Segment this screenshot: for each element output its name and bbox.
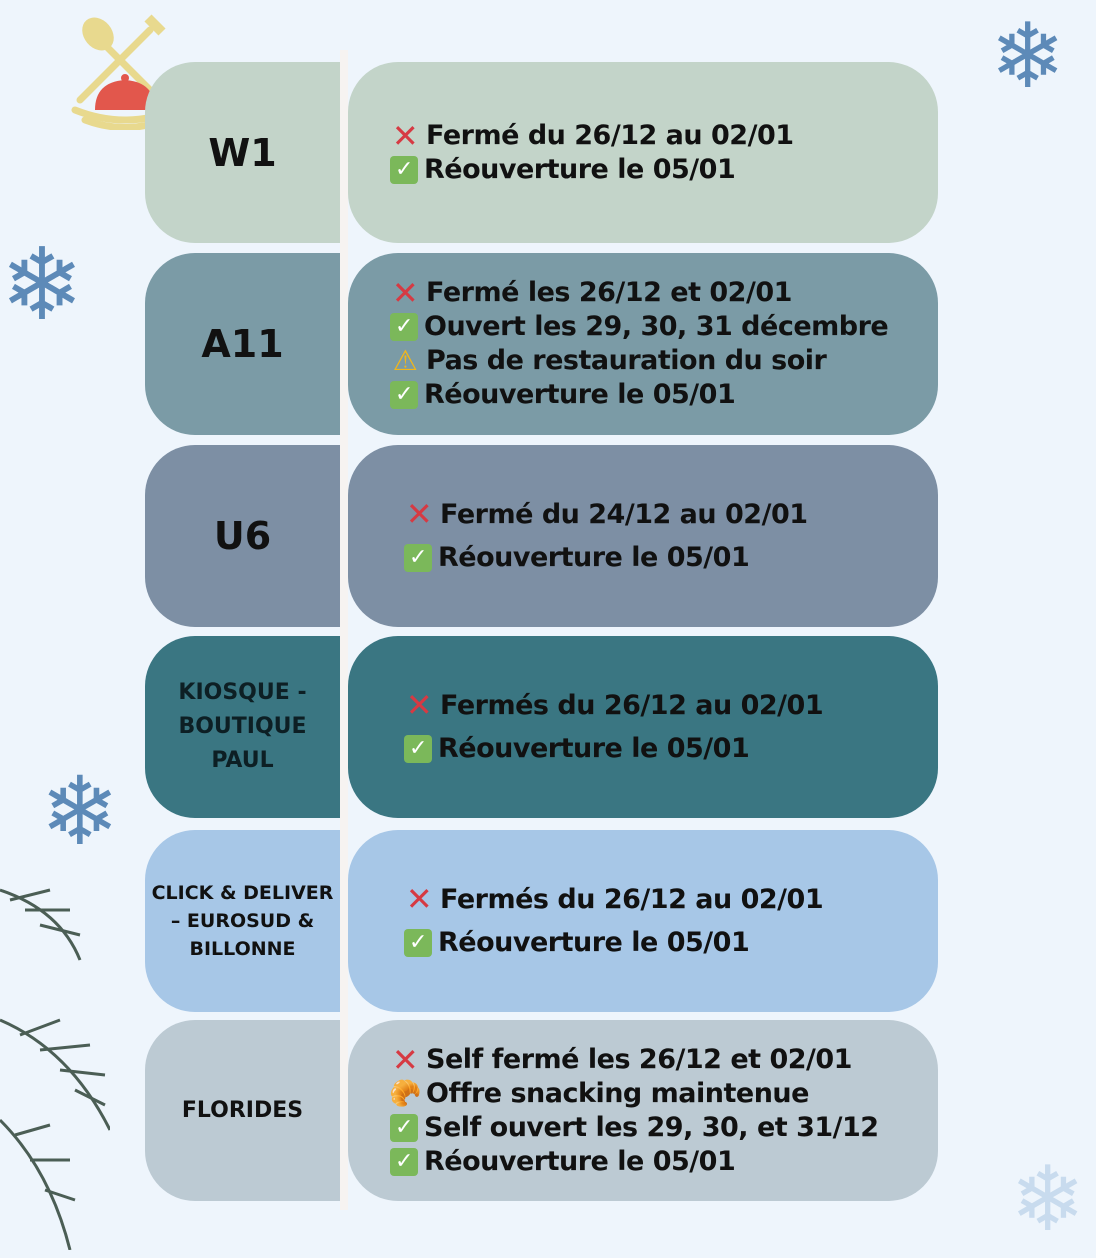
- schedule-text: Ouvert les 29, 30, 31 décembre: [424, 311, 889, 342]
- location-row: [145, 830, 938, 1012]
- cross-icon: ✕: [391, 116, 419, 155]
- check-icon: ✓: [404, 735, 432, 763]
- location-name: W1: [145, 62, 340, 243]
- cross-icon: ✕: [405, 880, 433, 918]
- check-icon: ✓: [404, 544, 432, 572]
- location-name: CLICK & DELIVER – EUROSUD & BILLONNE: [145, 830, 340, 1012]
- cross-icon: ✕: [405, 495, 433, 533]
- check-icon: ✓: [390, 313, 418, 341]
- location-row: [145, 253, 938, 435]
- cross-icon: ✕: [391, 1040, 419, 1079]
- schedule-line: [404, 684, 938, 727]
- check-icon: ✓: [390, 1114, 418, 1142]
- location-name: U6: [145, 445, 340, 627]
- schedule-line: [390, 378, 938, 412]
- schedule-text: Fermé du 26/12 au 02/01: [426, 119, 794, 151]
- cross-icon: ✕: [405, 686, 433, 724]
- schedule-line: [390, 1145, 938, 1179]
- snowflake-icon: ❄: [1010, 1147, 1086, 1252]
- schedule-text: Fermé les 26/12 et 02/01: [426, 277, 792, 308]
- schedule-line: [404, 493, 938, 536]
- schedule-line: [404, 921, 938, 964]
- schedule-details: [348, 636, 938, 818]
- schedule-text: Offre snacking maintenue: [426, 1077, 809, 1109]
- schedule-line: [390, 116, 938, 155]
- schedule-text: Réouverture le 05/01: [438, 542, 750, 573]
- location-row: [145, 445, 938, 627]
- schedule-text: Self fermé les 26/12 et 02/01: [426, 1043, 852, 1075]
- schedule-line: [390, 153, 938, 187]
- schedule-text: Fermés du 26/12 au 02/01: [440, 690, 824, 721]
- schedule-text: Réouverture le 05/01: [424, 1145, 736, 1177]
- schedule-line: [390, 1111, 938, 1145]
- cross-icon: ✕: [391, 274, 419, 312]
- schedule-text: Réouverture le 05/01: [438, 733, 750, 764]
- snowflake-icon: ❄: [990, 4, 1066, 109]
- check-icon: ✓: [390, 381, 418, 409]
- warning-icon: ⚠: [392, 344, 418, 377]
- location-name: KIOSQUE - BOUTIQUE PAUL: [145, 636, 340, 818]
- location-name: A11: [145, 253, 340, 435]
- schedule-details: [348, 445, 938, 627]
- schedule-text: Réouverture le 05/01: [424, 379, 736, 410]
- schedule-text: Réouverture le 05/01: [424, 153, 736, 185]
- check-icon: ✓: [390, 1148, 418, 1176]
- schedule-line: [404, 878, 938, 921]
- location-name: FLORIDES: [145, 1020, 340, 1201]
- schedule-line: [404, 536, 938, 579]
- schedule-text: Self ouvert les 29, 30, et 31/12: [424, 1111, 879, 1143]
- snowflake-icon: ❄: [0, 226, 84, 343]
- schedule-line: [404, 727, 938, 770]
- schedule-line: [390, 1040, 938, 1079]
- schedule-details: [348, 1020, 938, 1201]
- schedule-details: [348, 830, 938, 1012]
- schedule-text: Fermés du 26/12 au 02/01: [440, 884, 824, 915]
- schedule-text: Pas de restauration du soir: [426, 345, 827, 376]
- schedule-details: [348, 62, 938, 243]
- location-row: [145, 636, 938, 818]
- schedule-text: Réouverture le 05/01: [438, 927, 750, 958]
- snowflake-icon: ❄: [40, 757, 120, 867]
- schedule-text: Fermé du 24/12 au 02/01: [440, 499, 808, 530]
- schedule-line: [390, 344, 938, 378]
- check-icon: ✓: [390, 156, 418, 184]
- croissant-icon: 🥐: [389, 1078, 421, 1109]
- location-row: [145, 62, 938, 243]
- check-icon: ✓: [404, 929, 432, 957]
- schedule-details: [348, 253, 938, 435]
- schedule-line: [390, 276, 938, 310]
- location-row: [145, 1020, 938, 1201]
- schedule-line: [390, 1077, 938, 1111]
- fir-branch-icon: [0, 870, 110, 1250]
- schedule-line: [390, 310, 938, 344]
